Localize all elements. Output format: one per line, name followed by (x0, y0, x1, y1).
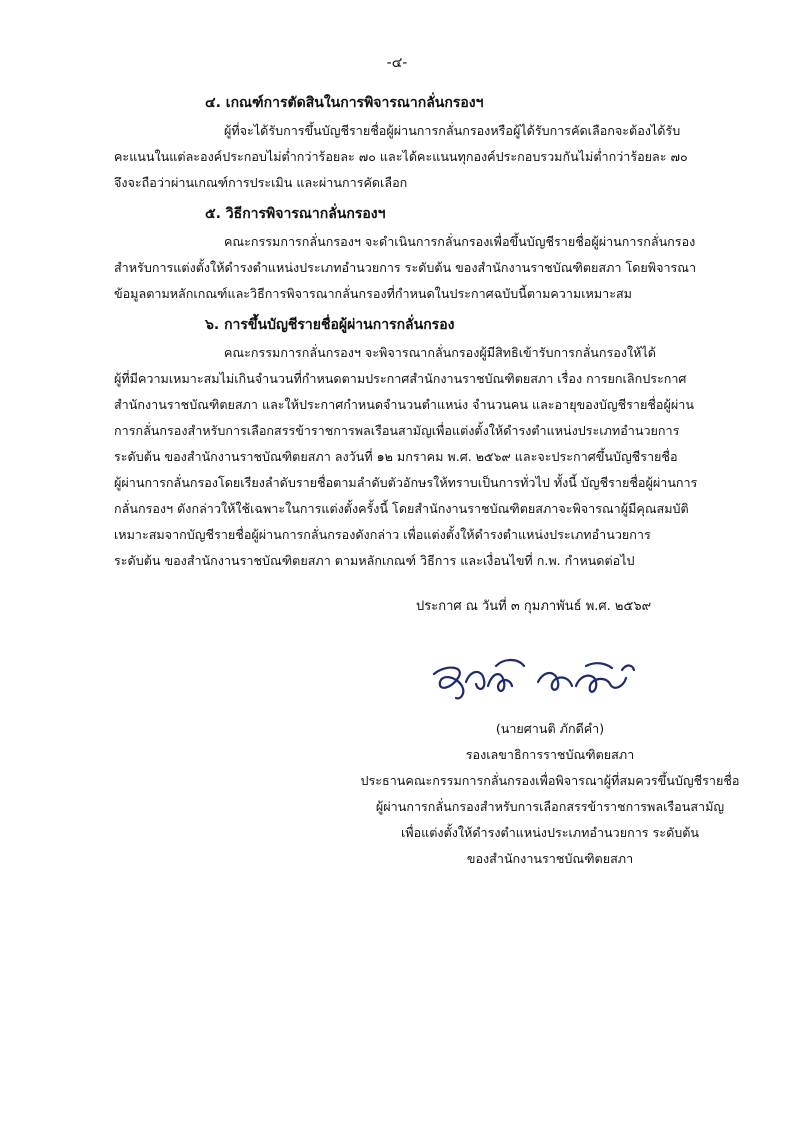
signer-block (300, 716, 794, 872)
section-4-line: จึงจะถือว่าผ่านเกณฑ์การประเมิน และผ่านการคัดเลือก (114, 175, 408, 190)
section-5-body (114, 229, 734, 307)
section-6-line: กลั่นกรองฯ ดังกล่าวให้ใช้เฉพาะในการแต่งตั้งครั้งนี้ โดยสำนักงานราชบัณฑิตยสภาจะพิจารณาผู้มีคุณสมบัติ (114, 501, 689, 516)
section-4-line: คะแนนในแต่ละองค์ประกอบไม่ต่ำกว่าร้อยละ ๗๐ และได้คะแนนทุกองค์ประกอบรวมกันไม่ต่ำกว่าร้อยละ ๗๐ (114, 149, 688, 164)
section-6-line: เหมาะสมจากบัญชีรายชื่อผู้ผ่านการกลั่นกรองดังกล่าว เพื่อแต่งตั้งให้ดำรงตำแหน่งประเภทอำนวยการ (114, 527, 651, 542)
section-6-line: การกลั่นกรองสำหรับการเลือกสรรข้าราชการพลเรือนสามัญเพื่อแต่งตั้งให้ดำรงตำแหน่งประเภทอำนวยการ (114, 423, 680, 438)
section-6-line: ผู้ผ่านการกลั่นกรองโดยเรียงลำดับรายชื่อตามลำดับตัวอักษรให้ทราบเป็นการทั่วไป ทั้งนี้ บัญชีรายชื่อผู้ผ่านการ (114, 475, 698, 490)
section-5-line: ข้อมูลตามหลักเกณฑ์และวิธีการพิจารณากลั่นกรองที่กำหนดในประกาศฉบับนี้ตามความเหมาะสม (114, 286, 632, 301)
section-4-body (114, 118, 734, 196)
signer-name: (นายศานติ ภักดีคำ) (495, 721, 605, 736)
section-6-line: ระดับต้น ของสำนักงานราชบัณฑิตยสภา ตามหลักเกณฑ์ วิธีการ และเงื่อนไขที่ ก.พ. กำหนดต่อไป (114, 553, 635, 568)
signer-position-line: ของสำนักงานราชบัณฑิตยสภา (466, 851, 634, 866)
handwritten-signature (426, 652, 646, 712)
page-number: -๔- (386, 55, 408, 71)
section-4-heading: ๔. เกณฑ์การตัดสินในการพิจารณากลั่นกรองฯ (205, 95, 484, 111)
section-5-line: สำหรับการแต่งตั้งให้ดำรงตำแหน่งประเภทอำนวยการ ระดับต้น ของสำนักงานราชบัณฑิตยสภา โดยพิจารณา (114, 260, 697, 275)
signer-position-line: ประธานคณะกรรมการกลั่นกรองเพื่อพิจารณาผู้ที่สมควรขึ้นบัญชีรายชื่อ (360, 773, 740, 788)
announcement-date: ประกาศ ณ วันที่ ๓ กุมภาพันธ์ พ.ศ. ๒๕๖๙ (416, 599, 652, 614)
section-6-line: คณะกรรมการกลั่นกรองฯ จะพิจารณากลั่นกรองผู้มีสิทธิเข้ารับการกลั่นกรองให้ได้ (224, 345, 656, 360)
section-6-line: สำนักงานราชบัณฑิตยสภา และให้ประกาศกำหนดจำนวนตำแหน่ง จำนวนคน และอายุของบัญชีรายชื่อผู้ผ่าน (114, 397, 694, 412)
section-5-heading: ๕. วิธีการพิจารณากลั่นกรองฯ (205, 206, 386, 222)
section-6-line: ผู้ที่มีความเหมาะสมไม่เกินจำนวนที่กำหนดตามประกาศสำนักงานราชบัณฑิตยสภา เรื่อง การยกเลิกประกาศ (114, 371, 687, 386)
signer-position-line: เพื่อแต่งตั้งให้ดำรงตำแหน่งประเภทอำนวยการ ระดับต้น (400, 825, 700, 840)
section-5-line: คณะกรรมการกลั่นกรองฯ จะดำเนินการกลั่นกรองเพื่อขึ้นบัญชีรายชื่อผู้ผ่านการกลั่นกรอง (224, 234, 696, 249)
section-6-heading: ๖. การขึ้นบัญชีรายชื่อผู้ผ่านการกลั่นกรอง (205, 317, 455, 333)
signer-position-line: รองเลขาธิการราชบัณฑิตยสภา (465, 747, 635, 762)
section-6-body (114, 340, 734, 574)
signer-position-line: ผู้ผ่านการกลั่นกรองสำหรับการเลือกสรรข้าราชการพลเรือนสามัญ (375, 799, 725, 814)
section-4-line: ผู้ที่จะได้รับการขึ้นบัญชีรายชื่อผู้ผ่านการกลั่นกรองหรือผู้ได้รับการคัดเลือกจะต้องได้รับ (224, 123, 681, 138)
section-6-line: ระดับต้น ของสำนักงานราชบัณฑิตยสภา ลงวันที่ ๑๒ มกราคม พ.ศ. ๒๕๖๙ และจะประกาศขึ้นบัญชีรายชื่อ (114, 449, 678, 464)
